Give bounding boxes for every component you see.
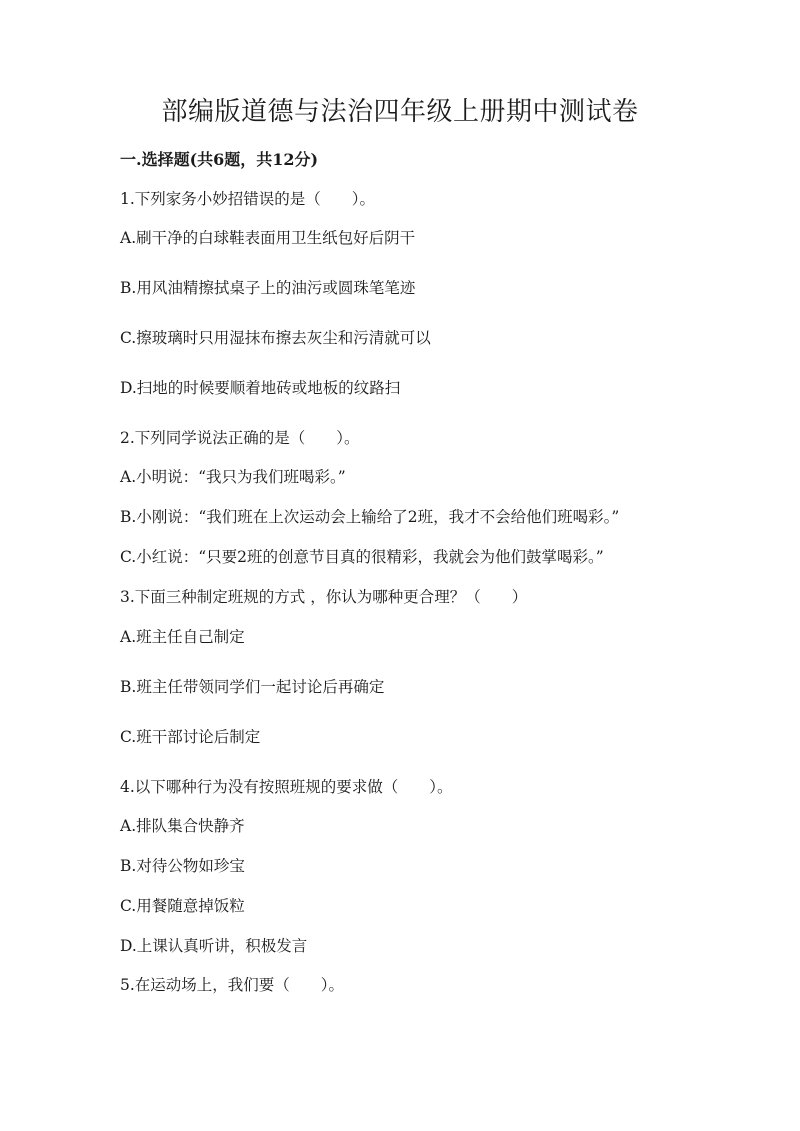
question-3-option-c: C.班干部讨论后制定 xyxy=(120,728,261,746)
question-1-option-b: B.用风油精擦拭桌子上的油污或圆珠笔笔迹 xyxy=(120,279,416,297)
question-3-option-b: B.班主任带领同学们一起讨论后再确定 xyxy=(120,678,385,696)
question-4-option-d: D.上课认真听讲，积极发言 xyxy=(120,937,308,955)
question-1-stem: 1.下列家务小妙招错误的是（ ）。 xyxy=(120,190,376,208)
question-1-option-a: A.刷干净的白球鞋表面用卫生纸包好后阴干 xyxy=(120,229,416,247)
question-4-option-c: C.用餐随意掉饭粒 xyxy=(120,897,245,915)
section-heading: 一.选择题(共6题，共12分) xyxy=(120,150,319,169)
question-2-option-a: A.小明说：“我只为我们班喝彩。” xyxy=(120,468,346,486)
question-3-stem: 3.下面三种制定班规的方式 ，你认为哪种更合理？（ ） xyxy=(120,588,528,606)
question-5-stem: 5.在运动场上，我们要（ ）。 xyxy=(120,976,345,994)
question-2-option-c: C.小红说：“只要2班的创意节目真的很精彩，我就会为他们鼓掌喝彩。” xyxy=(120,548,604,566)
question-1-option-d: D.扫地的时候要顺着地砖或地板的纹路扫 xyxy=(120,379,401,397)
question-4-stem: 4.以下哪种行为没有按照班规的要求做（ ）。 xyxy=(120,778,453,796)
question-1-option-c: C.擦玻璃时只用湿抹布擦去灰尘和污清就可以 xyxy=(120,329,431,347)
question-2-stem: 2.下列同学说法正确的是（ ）。 xyxy=(120,429,360,447)
page-title: 部编版道德与法治四年级上册期中测试卷 xyxy=(161,97,639,127)
question-2-option-b: B.小刚说：“我们班在上次运动会上输给了2班，我才不会给他们班喝彩。” xyxy=(120,508,620,526)
question-3-option-a: A.班主任自己制定 xyxy=(120,628,245,646)
question-4-option-a: A.排队集合快静齐 xyxy=(120,817,245,835)
question-4-option-b: B.对待公物如珍宝 xyxy=(120,857,245,875)
